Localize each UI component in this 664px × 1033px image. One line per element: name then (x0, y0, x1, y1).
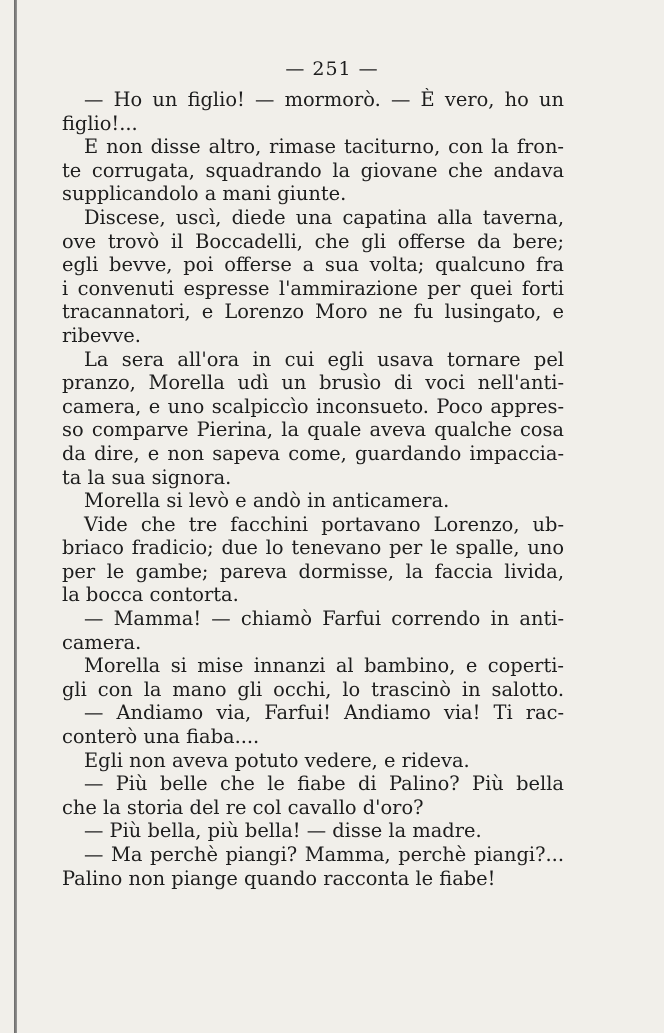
page-binding-edge (14, 0, 17, 1033)
text-line: per le gambe; pareva dormisse, la faccia livida, (62, 559, 564, 583)
text-line: — Andiamo via, Farfui! Andiamo via! Ti rac- (84, 701, 564, 725)
text-line: Egli non aveva potuto vedere, e rideva. (84, 748, 470, 772)
text-line: ta la sua signora. (62, 465, 232, 489)
text-line: Palino non piange quando racconta le fiabe! (62, 866, 496, 890)
text-line: camera. (62, 630, 142, 654)
text-line: conterò una fiaba.... (62, 725, 260, 749)
text-line: — Mamma! — chiamò Farfui correndo in anti- (84, 607, 564, 631)
text-line: La sera all'ora in cui egli usava tornare pel (84, 347, 564, 371)
text-line: briaco fradicio; due lo tenevano per le spalle, uno (62, 536, 564, 560)
text-line: camera, e uno scalpiccìo inconsueto. Poco appres- (62, 394, 564, 418)
text-line: Morella si levò e andò in anticamera. (84, 489, 450, 513)
text-line: che la storia del re col cavallo d'oro? (62, 795, 424, 819)
body-text (62, 88, 564, 890)
text-line: la bocca contorta. (62, 583, 239, 607)
text-line: da dire, e non sapeva come, guardando impaccia- (62, 441, 564, 465)
text-line: Vide che tre facchini portavano Lorenzo, ub- (84, 512, 564, 536)
text-line: — Ma perchè piangi? Mamma, perchè piangi?... (84, 843, 564, 866)
text-line: figlio!... (62, 111, 138, 135)
text-line: egli bevve, poi offerse a sua volta; qualcuno fra (62, 253, 564, 277)
text-line: ribevve. (62, 323, 141, 347)
text-line: gli con la mano gli occhi, lo trascinò in salotto. (62, 677, 564, 701)
text-line: — Più belle che le fiabe di Palino? Più bella (84, 772, 564, 796)
text-line: tracannatori, e Lorenzo Moro ne fu lusingato, e (62, 300, 564, 324)
text-line: te corrugata, squadrando la giovane che andava (62, 158, 564, 182)
text-line: E non disse altro, rimase taciturno, con la fron- (84, 135, 564, 159)
text-line: so comparve Pierina, la quale aveva qualche cosa (62, 418, 564, 442)
text-line: supplicandolo a mani giunte. (62, 182, 347, 206)
text-line: pranzo, Morella udì un brusìo di voci nell'anti- (62, 371, 564, 395)
text-line: ove trovò il Boccadelli, che gli offerse da bere; (62, 229, 564, 253)
text-line: Discese, uscì, diede una capatina alla taverna, (84, 205, 564, 229)
text-line: — Ho un figlio! — mormorò. — È vero, ho un (84, 88, 564, 111)
text-line: Morella si mise innanzi al bambino, e coperti- (84, 654, 564, 678)
page-number: — 251 — (285, 58, 379, 80)
text-line: — Più bella, più bella! — disse la madre. (84, 819, 482, 843)
text-line: i convenuti espresse l'ammirazione per quei forti (62, 276, 564, 300)
